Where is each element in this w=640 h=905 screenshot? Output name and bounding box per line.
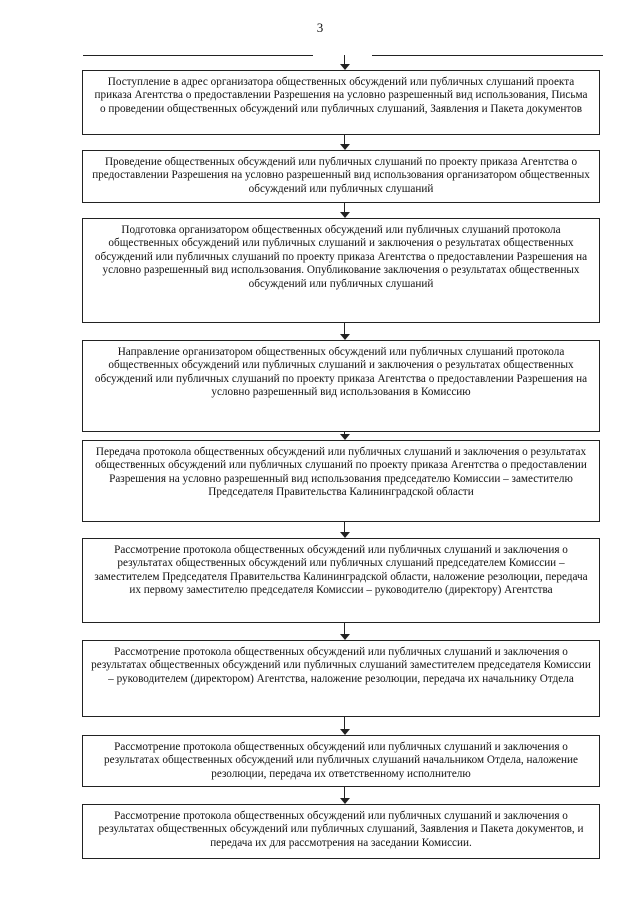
flow-step-text: Передача протокола общественных обсуждений или публичных слушаний и заключения о результатах общественных обсуждений или публичных слушаний по проекту приказа Агентства о предоставлении Разрешения на условно разрешенный вид использования председателю Комиссии – заместителю Председателя Правительства Калининградской области [95, 446, 587, 499]
arrow-connector-6 [340, 623, 350, 640]
flow-step-text: Подготовка организатором общественных обсуждений или публичных слушаний протокола общественных обсуждений или публичных слушаний и заключения о результатах общественных обсуждений или публичных слушаний по проекту приказа Агентства о предоставлении Разрешения на условно разрешенный вид использования. Опубликование заключения о результатах общественных обсуждений или публичных слушаний [94, 224, 588, 290]
flow-step-text: Рассмотрение протокола общественных обсуждений или публичных слушаний и заключения о результатах общественных обсуждений или публичных слушаний начальником Отдела, наложение резолюции, передача их ответственному исполнителю [104, 741, 578, 780]
arrow-connector-5 [340, 522, 350, 538]
arrow-connector-0 [340, 55, 350, 70]
arrow-connector-3 [340, 323, 350, 340]
flow-step-text: Рассмотрение протокола общественных обсуждений или публичных слушаний и заключения о результатах общественных обсуждений или публичных слушаний заместителем председателя Комиссии – руководителем (директором) Агентства, наложение резолюции, передача их начальнику Отдела [91, 646, 591, 685]
flow-step-5 [82, 440, 600, 522]
arrow-connector-4 [340, 432, 350, 440]
flow-step-text: Направление организатором общественных обсуждений или публичных слушаний протокола общественных обсуждений или публичных слушаний и заключения о результатах общественных обсуждений или публичных слушаний по проекту приказа Агентства о предоставлении Разрешения на условно разрешенный вид использования в Комиссию [94, 346, 588, 399]
arrow-connector-7 [340, 717, 350, 735]
arrow-connector-8 [340, 787, 350, 804]
flow-step-4 [82, 340, 600, 432]
flow-step-text: Проведение общественных обсуждений или публичных слушаний по проекту приказа Агентства о предоставлении Разрешения на условно разрешенный вид использования организатором общественных обсуждений или публичных слушаний [92, 156, 590, 195]
flow-step-8 [82, 735, 600, 787]
arrow-connector-1 [340, 135, 350, 150]
header-rule-left [83, 55, 313, 56]
flow-step-text: Поступление в адрес организатора общественных обсуждений или публичных слушаний проекта приказа Агентства о предоставлении Разрешения на условно разрешенный вид использования, Письма о проведении общественных обсуждений или публичных слушаний, Заявления и Пакета документов [94, 76, 588, 115]
flow-step-9 [82, 804, 600, 859]
arrow-connector-2 [340, 203, 350, 218]
flow-step-2 [82, 150, 600, 203]
flow-step-7 [82, 640, 600, 717]
flow-step-text: Рассмотрение протокола общественных обсуждений или публичных слушаний и заключения о результатах общественных обсуждений или публичных слушаний, Заявления и Пакета документов, и передача их для рассмотрения на заседании Комиссии. [98, 810, 584, 849]
page-number: 3 [316, 20, 324, 35]
flow-step-text: Рассмотрение протокола общественных обсуждений или публичных слушаний и заключения о результатах общественных обсуждений или публичных слушаний председателем Комиссии – заместителем Председателя Правительства Калининградской области, наложение резолюции, передача их первому заместителю председателя Комиссии – руководителю (директору) Агентства [94, 544, 588, 597]
flow-step-3 [82, 218, 600, 323]
flow-step-6 [82, 538, 600, 623]
flow-step-1 [82, 70, 600, 135]
header-rule-right [372, 55, 603, 56]
